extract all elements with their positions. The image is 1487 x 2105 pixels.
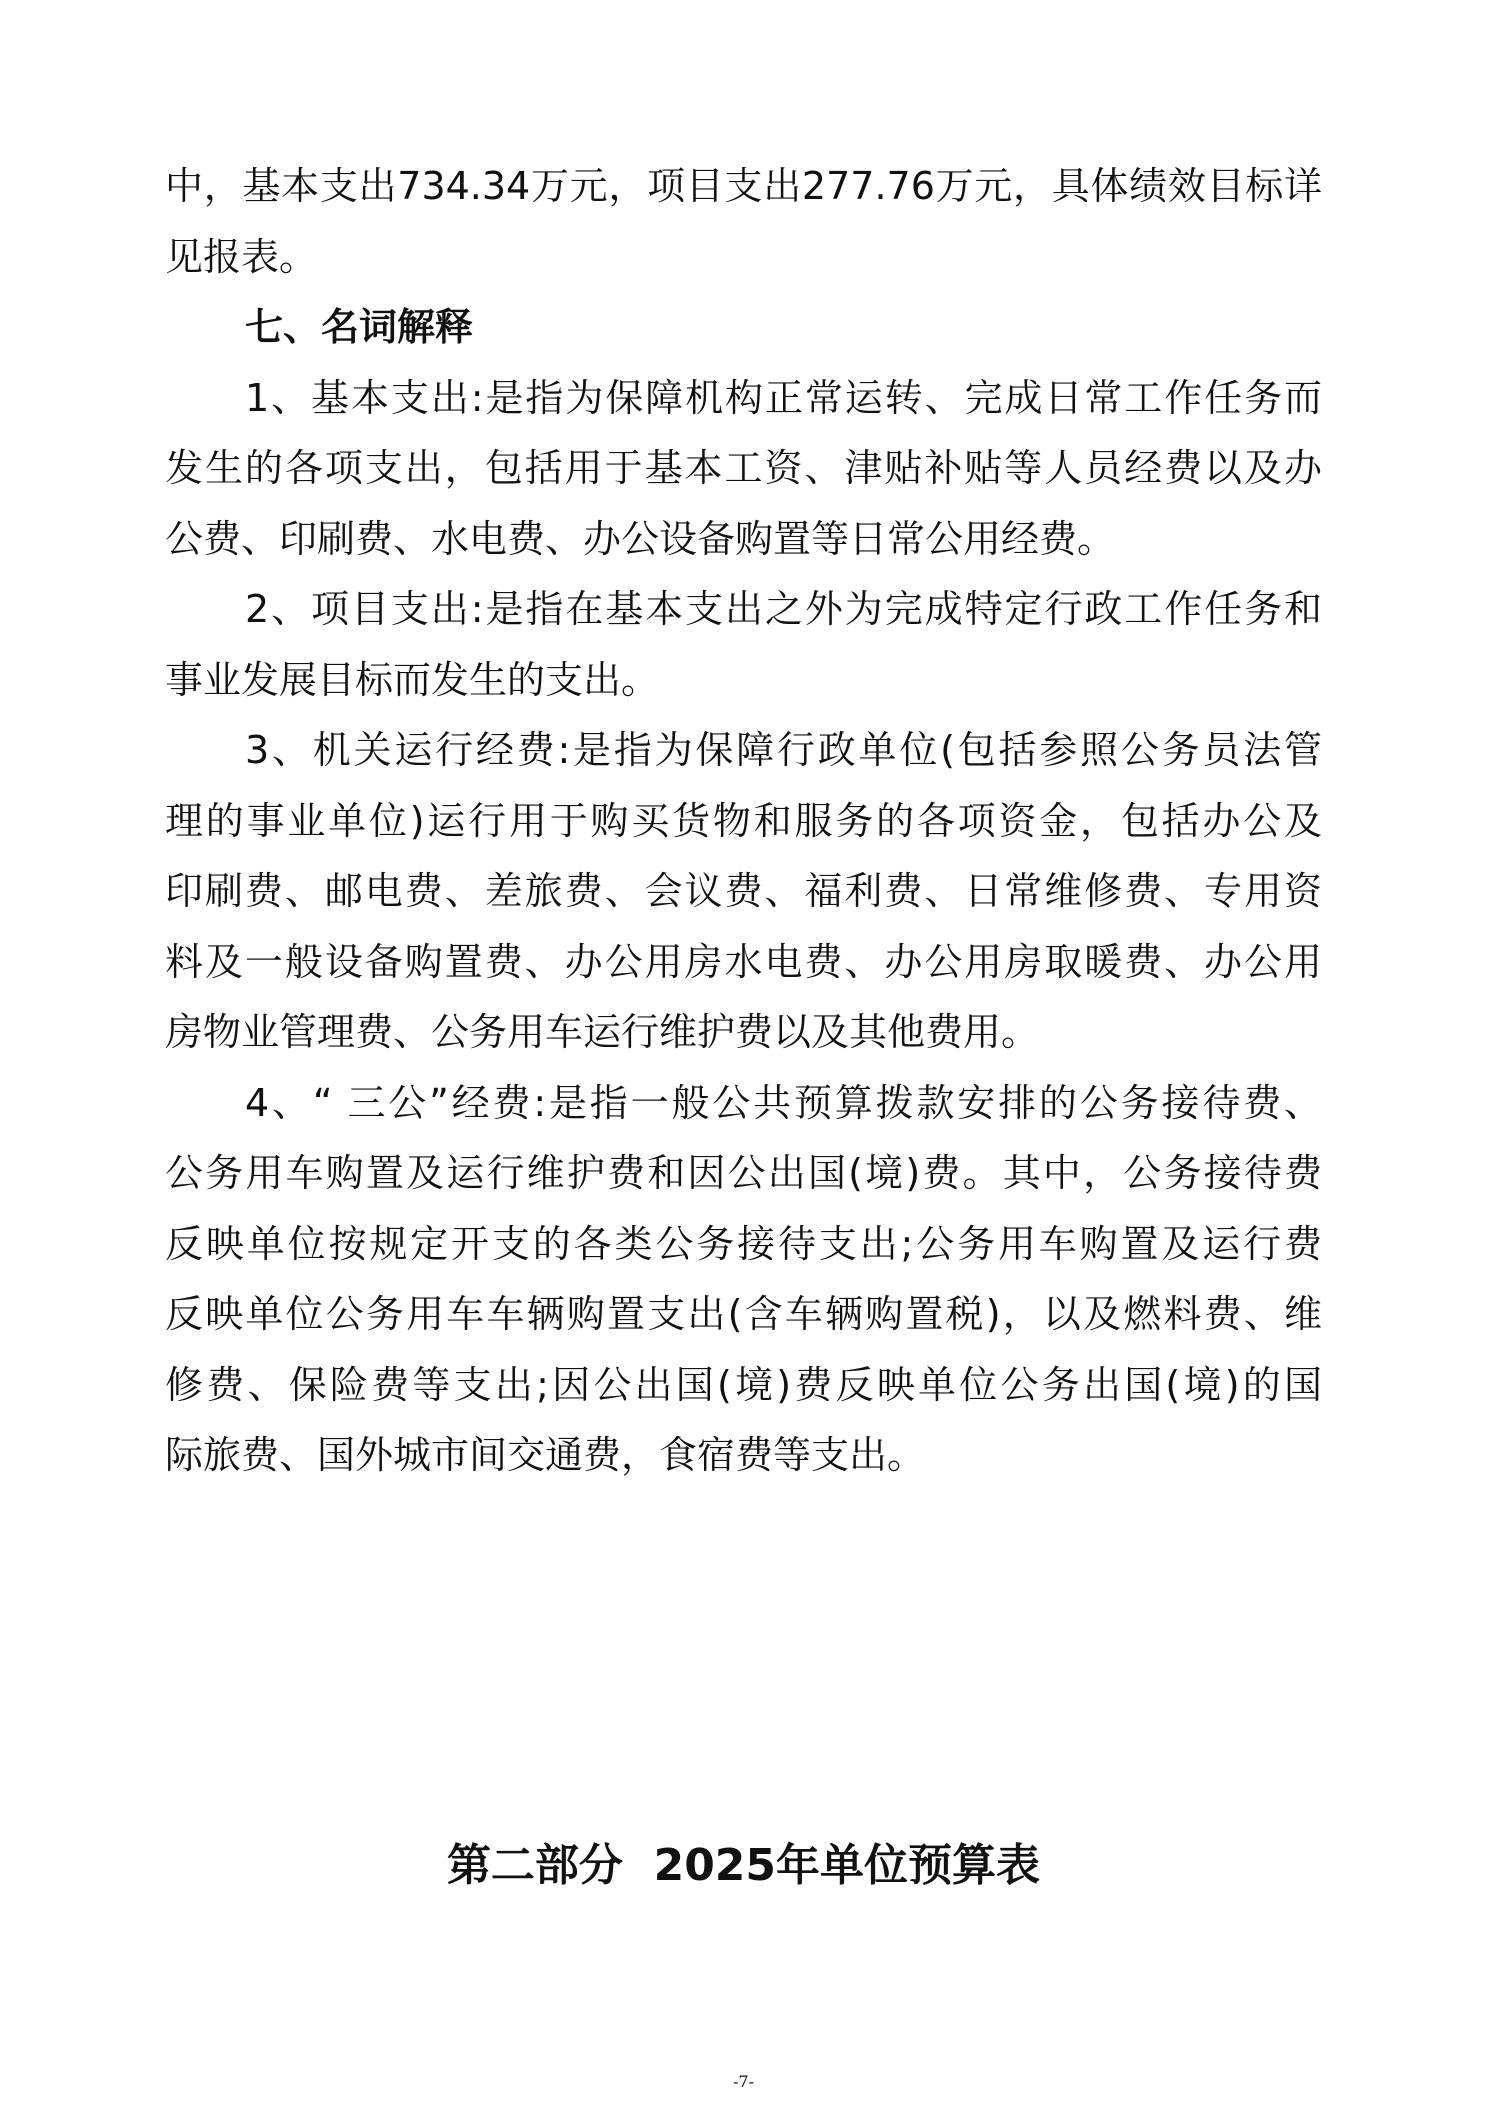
continuation-line: 中，基本支出734.34万元，项目支出277.76万元，具体绩效目标详 [165,164,1322,208]
definition-operating-funds-line: 3、机关运行经费:是指为保障行政单位(包括参照公务员法管 [245,728,1322,772]
definition-three-public-funds-line: 4、“ 三公”经费:是指一般公共预算拨款安排的公务接待费、 [245,1080,1322,1125]
definition-three-public-funds-line: 反映单位公务用车车辆购置支出(含车辆购置税)，以及燃料费、维 [165,1292,1322,1336]
part-title: 第二部分 2025年单位预算表 [446,1840,1041,1891]
definition-three-public-funds-line: 际旅费、国外城市间交通费，食宿费等支出。 [165,1433,926,1477]
definition-project-expenditure-line: 2、项目支出:是指在基本支出之外为完成特定行政工作任务和 [245,587,1322,631]
definition-operating-funds-line: 理的事业单位)运行用于购买货物和服务的各项资金，包括办公及 [165,798,1322,843]
definition-basic-expenditure-line: 公费、印刷费、水电费、办公设备购置等日常公用经费。 [165,516,1116,561]
section-heading: 七、名词解释 [245,305,474,349]
definition-operating-funds-line: 房物业管理费、公务用车运行维护费以及其他费用。 [165,1010,1040,1054]
page-number: -7- [733,2072,754,2091]
definition-basic-expenditure-line: 1、基本支出:是指为保障机构正常运转、完成日常工作任务而 [245,375,1322,420]
definition-project-expenditure-line: 事业发展目标而发生的支出。 [165,657,660,702]
definition-basic-expenditure-line: 发生的各项支出，包括用于基本工资、津贴补贴等人员经费以及办 [165,446,1322,490]
definition-operating-funds-line: 印刷费、邮电费、差旅费、会议费、福利费、日常维修费、专用资 [165,869,1322,913]
definition-three-public-funds-line: 反映单位按规定开支的各类公务接待支出;公务用车购置及运行费 [165,1221,1322,1266]
definition-three-public-funds-line: 公务用车购置及运行维护费和因公出国(境)费。其中，公务接待费 [165,1151,1322,1195]
continuation-line: 见报表。 [165,234,318,279]
body-text [165,151,1322,1491]
definition-three-public-funds-line: 修费、保险费等支出;因公出国(境)费反映单位公务出国(境)的国 [165,1362,1322,1407]
definition-operating-funds-line: 料及一般设备购置费、办公用房水电费、办公用房取暖费、办公用 [165,939,1322,984]
